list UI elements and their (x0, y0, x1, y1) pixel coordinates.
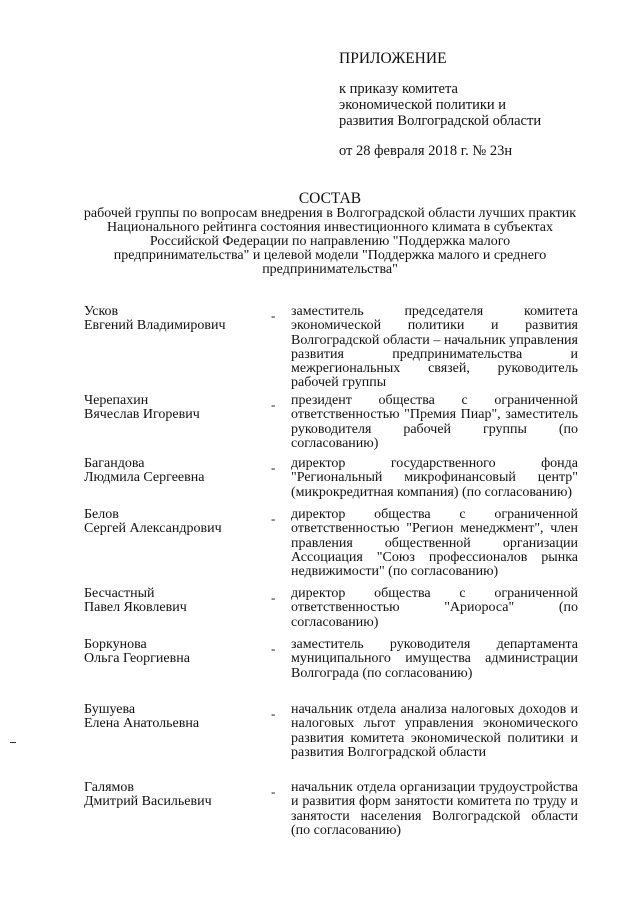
member-name (84, 781, 264, 810)
appendix-date: от 28 февраля 2018 г. № 23н (339, 143, 513, 159)
member-given-name: Вячеслав Игоревич (84, 407, 200, 423)
member-surname: Бесчастный (84, 586, 155, 601)
member-dash: - (271, 397, 276, 412)
member-name (84, 305, 264, 334)
member-surname: Галямов (84, 780, 134, 795)
document-heading (82, 191, 578, 277)
member-dash: - (271, 511, 276, 526)
appendix-title: ПРИЛОЖЕНИЕ (339, 50, 447, 67)
heading-word: СОСТАВ (298, 190, 362, 207)
member-surname: Белов (84, 507, 119, 522)
member-given-name: Людмила Сергеевна (84, 470, 205, 486)
member-name (84, 394, 264, 423)
member-dash: - (271, 308, 276, 323)
appendix-ref-line: к приказу комитета (339, 81, 458, 97)
member-name (84, 638, 264, 667)
member-surname: Бушуева (84, 702, 136, 717)
margin-mark (10, 742, 16, 743)
member-given-name: Сергей Александрович (84, 521, 222, 537)
appendix-block (339, 51, 599, 159)
member-name (84, 457, 264, 486)
member-role: начальник отдела анализа налоговых доходов и налоговых льгот управления экономического развития комитета экономической политики и развития Волгоградской области (291, 702, 578, 760)
member-name (84, 587, 264, 616)
appendix-ref-line: экономической политики и (339, 97, 507, 113)
member-surname: Усков (84, 304, 119, 319)
member-dash: - (271, 641, 276, 656)
member-role: начальник отдела организации трудоустройства и развития форм занятости комитета по труду и занятости населения Волгоградской области (по согласованию) (291, 780, 578, 838)
member-surname: Черепахин (84, 393, 149, 408)
member-role: директор общества с ограниченной ответственностью "Ариороса" (по согласованию) (291, 586, 578, 630)
member-given-name: Ольга Георгиевна (84, 651, 190, 667)
member-role: президент общества с ограниченной ответственностью "Премия Пиар", заместитель руководителя рабочей группы (по согласованию) (291, 393, 578, 451)
member-given-name: Елена Анатольевна (84, 716, 200, 732)
appendix-ref-line: развития Волгоградской области (339, 113, 542, 129)
member-given-name: Евгений Владимирович (84, 318, 226, 334)
member-given-name: Павел Яковлевич (84, 600, 187, 616)
member-surname: Багандова (84, 456, 145, 471)
member-role: заместитель руководителя департамента муниципального имущества администрации Волгограда (по согласованию) (291, 637, 578, 681)
member-surname: Боркунова (84, 637, 147, 652)
member-role: директор общества с ограниченной ответственностью "Регион менеджмент", член правления общественной организации Ассоциация "Союз профессионалов рынка недвижимости" (по согласованию) (291, 507, 578, 580)
heading-subtitle: рабочей группы по вопросам внедрения в Волгоградской области лучших практик Национального рейтинга состояния инвестиционного климата в субъектах Российской Федерации по направлению "Поддержка малого предпринимательства" и целевой модели "Поддержка малого и среднего предпринимательства" (83, 206, 577, 277)
member-role: директор государственного фонда "Региональный микрофинансовый центр" (микрокредитная компания) (по согласованию) (291, 456, 578, 500)
member-role: заместитель председателя комитета экономической политики и развития Волгоградской области – начальник управления развития предпринимательства и межрегиональных связей, руководитель рабочей группы (291, 304, 578, 391)
member-dash: - (271, 460, 276, 475)
member-given-name: Дмитрий Васильевич (84, 794, 212, 810)
member-dash: - (271, 590, 276, 605)
member-name (84, 508, 264, 537)
member-name (84, 703, 264, 732)
appendix-reference (339, 81, 599, 129)
member-dash: - (271, 706, 276, 721)
member-dash: - (271, 784, 276, 799)
